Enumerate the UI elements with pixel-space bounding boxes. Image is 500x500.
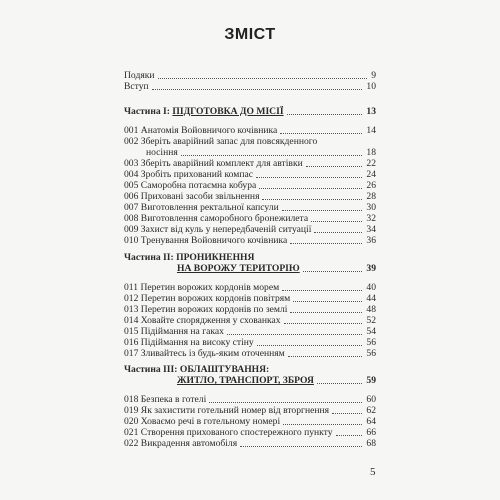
table-of-contents [124, 0, 376, 500]
entry-number: 019 [124, 405, 141, 416]
part-prefix: Частина ІІ: [124, 252, 177, 263]
toc-entry [124, 136, 376, 158]
dot-leader [257, 345, 362, 346]
entry-number: 014 [124, 315, 141, 326]
toc-page-number: 44 [366, 293, 376, 304]
part-prefix: Частина І: [124, 106, 173, 117]
entry-number: 018 [124, 394, 141, 405]
dot-leader [283, 424, 362, 425]
entry-label: Зробіть прихований компас [140, 169, 253, 180]
toc-page-number: 59 [366, 375, 376, 386]
toc-page-number: 40 [366, 282, 376, 293]
entry-label: Захист від куль у непередбаченій ситуації [140, 224, 312, 235]
part-heading [124, 364, 376, 386]
dot-leader [284, 323, 362, 324]
entry-number: 021 [124, 427, 141, 438]
part-name-line2: НА ВОРОЖУ ТЕРИТОРІЮ [177, 263, 300, 274]
dot-leader [259, 188, 362, 189]
toc-page-number: 62 [366, 405, 376, 416]
dot-leader [332, 413, 362, 414]
entry-label: Ховайте спорядження у схованках [140, 315, 281, 326]
entry-label: Створення прихованого спостережного пункту [140, 427, 333, 438]
entry-number: 008 [124, 213, 141, 224]
entry-label: Виготовлення ректальної капсули [140, 202, 279, 213]
dot-leader [290, 243, 362, 244]
entry-number: 011 [124, 282, 141, 293]
dot-leader [256, 177, 362, 178]
toc-entry [124, 438, 376, 449]
toc-page-number: 32 [366, 213, 376, 224]
toc-entry [124, 348, 376, 359]
toc-page-number: 56 [366, 337, 376, 348]
toc-page-number: 26 [366, 180, 376, 191]
entry-label: Безпека в готелі [140, 394, 207, 405]
entry-label: Перетин ворожих кордонів по землі [140, 304, 288, 315]
toc-entry [124, 224, 376, 235]
entry-number: 004 [124, 169, 141, 180]
entry-label: Саморобна потаємна кобура [140, 180, 257, 191]
dot-leader [290, 312, 362, 313]
entry-label: Підіймання на високу стіну [140, 337, 254, 348]
entry-number: 010 [124, 235, 141, 246]
toc-entry-label: Подяки [124, 70, 155, 81]
entry-number: 015 [124, 326, 141, 337]
toc-entry [124, 416, 376, 427]
toc-entry [124, 81, 376, 92]
page-number: 5 [370, 466, 376, 478]
dot-leader [227, 334, 362, 335]
toc-page-number: 13 [366, 106, 376, 117]
entry-number: 020 [124, 416, 141, 427]
entry-label-cont: носіння [146, 147, 178, 158]
entry-number: 007 [124, 202, 141, 213]
toc-entry [124, 158, 376, 169]
dot-leader [287, 114, 362, 115]
entry-number: 003 [124, 158, 141, 169]
toc-page-number: 36 [366, 235, 376, 246]
toc-page-number: 64 [366, 416, 376, 427]
toc-entry [124, 337, 376, 348]
dot-leader [282, 210, 362, 211]
entry-label: Ховаємо речі в готельному номері [140, 416, 281, 427]
toc-page-number: 24 [366, 169, 376, 180]
toc-entry [124, 180, 376, 191]
toc-entry [124, 125, 376, 136]
toc-page-number: 39 [366, 263, 376, 274]
entry-number: 002 [124, 136, 141, 147]
part-name: ПІДГОТОВКА ДО МІСІЇ [172, 106, 284, 117]
toc-entry [124, 315, 376, 326]
toc-page-number: 9 [371, 70, 376, 81]
entry-label: Як захистити готельний номер від вторгнення [140, 405, 330, 416]
toc-entry [124, 202, 376, 213]
toc-entry [124, 304, 376, 315]
entry-number: 012 [124, 293, 141, 304]
toc-entry [124, 213, 376, 224]
toc-page-number: 22 [366, 158, 376, 169]
entry-label: Зберіть аварійний запас для повсякденного [140, 136, 318, 147]
entry-label: Зливайтесь із будь-яким оточенням [140, 348, 285, 359]
toc-entry [124, 427, 376, 438]
entry-number: 006 [124, 191, 141, 202]
toc-entry [124, 405, 376, 416]
part-name: ОБЛАШТУВАННЯ: [179, 364, 270, 375]
entry-label: Викрадення автомобіля [140, 438, 238, 449]
entry-label: Анатомія Войовничого кочівника [140, 125, 278, 136]
entry-label: Приховані засоби звільнення [140, 191, 260, 202]
toc-entry [124, 191, 376, 202]
toc-page-number: 30 [366, 202, 376, 213]
entry-number: 022 [124, 438, 141, 449]
entry-number: 001 [124, 125, 141, 136]
entry-number: 017 [124, 348, 141, 359]
toc-page-number: 54 [366, 326, 376, 337]
dot-leader [152, 89, 362, 90]
entry-label: Виготовлення саморобного бронежилета [140, 213, 309, 224]
part-prefix: Частина ІІІ: [124, 364, 180, 375]
dot-leader [314, 232, 362, 233]
dot-leader [240, 446, 362, 447]
toc-entry [124, 293, 376, 304]
toc-entry [124, 235, 376, 246]
entry-label: Зберіть аварійний комплект для автівки [140, 158, 303, 169]
toc-entry [124, 282, 376, 293]
toc-entry-label: Вступ [124, 81, 149, 92]
dot-leader [209, 402, 362, 403]
dot-leader [336, 435, 362, 436]
toc-page-number: 56 [366, 348, 376, 359]
entry-number: 013 [124, 304, 141, 315]
dot-leader [306, 166, 362, 167]
dot-leader [317, 383, 362, 384]
entry-number: 005 [124, 180, 141, 191]
dot-leader [311, 221, 362, 222]
dot-leader [181, 155, 362, 156]
toc-page-number: 18 [366, 147, 376, 158]
toc-page-number: 14 [366, 125, 376, 136]
entry-label: Перетин ворожих кордонів морем [140, 282, 280, 293]
toc-page-number: 10 [366, 81, 376, 92]
entry-label: Підіймання на гаках [140, 326, 224, 337]
entry-label: Тренування Войовничого кочівника [140, 235, 288, 246]
toc-page-number: 52 [366, 315, 376, 326]
toc-entry [124, 394, 376, 405]
part-name: ПРОНИКНЕННЯ [176, 252, 255, 263]
toc-page-number: 68 [366, 438, 376, 449]
dot-leader [262, 199, 362, 200]
dot-leader [293, 301, 362, 302]
dot-leader [288, 356, 362, 357]
toc-page-number: 60 [366, 394, 376, 405]
part-heading [124, 252, 376, 274]
toc-entry [124, 70, 376, 81]
part-name-line2: ЖИТЛО, ТРАНСПОРТ, ЗБРОЯ [177, 375, 314, 386]
toc-page-number: 28 [366, 191, 376, 202]
toc-entry [124, 169, 376, 180]
part-heading [124, 106, 376, 117]
toc-page-number: 66 [366, 427, 376, 438]
dot-leader [303, 271, 362, 272]
dot-leader [282, 290, 362, 291]
entry-number: 016 [124, 337, 141, 348]
toc-entry [124, 326, 376, 337]
entry-number: 009 [124, 224, 141, 235]
toc-page-number: 48 [366, 304, 376, 315]
dot-leader [280, 133, 362, 134]
entry-label: Перетин ворожих кордонів повітрям [140, 293, 291, 304]
toc-page-number: 34 [366, 224, 376, 235]
dot-leader [158, 78, 367, 79]
toc-title: ЗМІСТ [224, 26, 276, 43]
